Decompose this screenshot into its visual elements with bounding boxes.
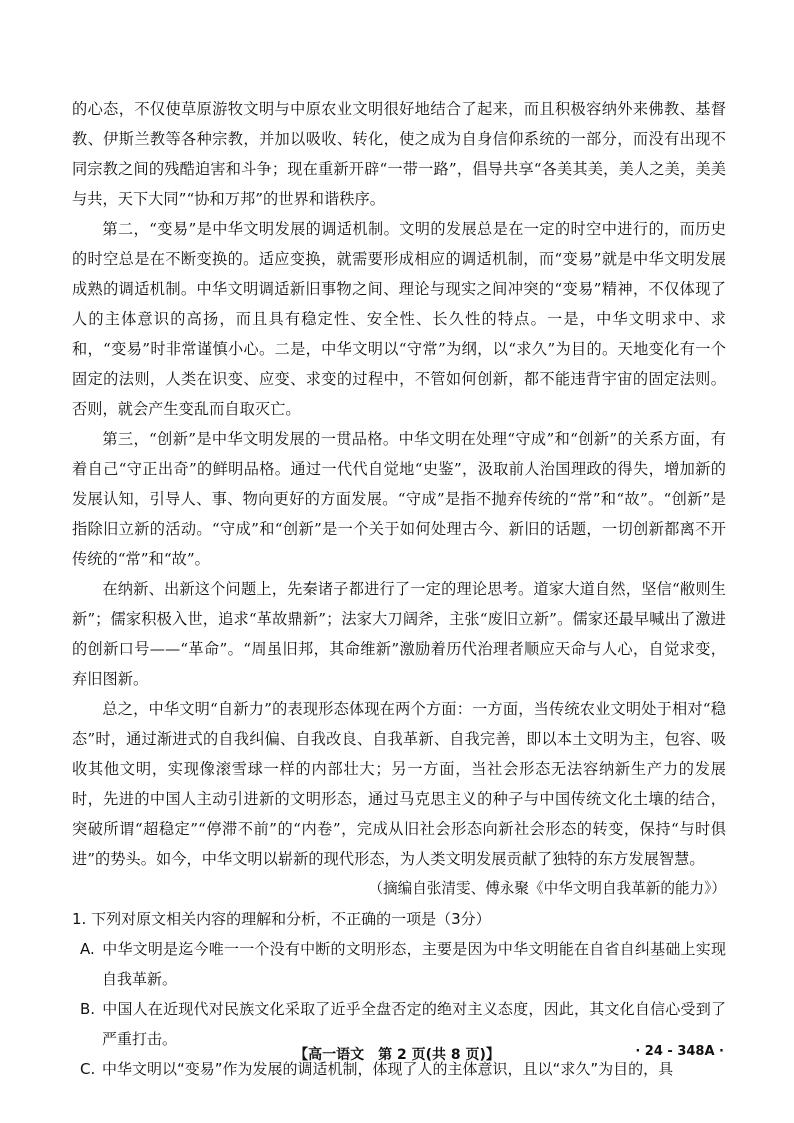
document-page	[72, 94, 726, 1084]
option-letter: B.	[80, 1000, 96, 1018]
passage-source: （摘编自张清雯、傅永聚《中华文明自我革新的能力》）	[368, 880, 726, 897]
option-text: 中华文明以“变易”作为发展的调适机制，体现了人的主体意识，且以“求久”为目的，具	[102, 1060, 674, 1078]
passage-paragraph-1: 的心态，不仅使草原游牧文明与中原农业文明很好地结合了起来，而且积极容纳外来佛教、基督教、伊斯兰教等各种宗教，并加以吸收、转化，使之成为自身信仰系统的一部分，而没有出现不同宗教之间的残酷迫害和斗争；现在重新开辟“一带一路”，倡导共享“各美其美，美人之美，美美与共，天下大同”“协和万邦”的世界和谐秩序。	[72, 100, 726, 208]
passage-paragraph-3: 第三，“创新”是中华文明发展的一贯品格。中华文明在处理“守成”和“创新”的关系方面，有着自己“守正出奇”的鲜明品格。通过一代代自觉地“史鉴”，汲取前人治国理政的得失，增加新的发展认知，引导人、事、物向更好的方面发展。“守成”是指不抛弃传统的“常”和“故”。“创新”是指除旧立新的活动。“守成”和“创新”是一个关于如何处理古今、新旧的话题，一切创新都离不开传统的“常”和“故”。	[72, 430, 726, 568]
option-text: 中国人在近现代对民族文化采取了近乎全盘否定的绝对主义态度，因此，其文化自信心受到了严重打击。	[102, 1000, 726, 1048]
passage-paragraph-5: 总之，中华文明“自新力”的表现形态体现在两个方面：一方面，当传统农业文明处于相对“稳态”时，通过渐进式的自我纠偏、自我改良、自我革新、自我完善，即以本土文明为主，包容、吸收其他文明，实现像滚雪球一样的内部壮大；另一方面，当社会形态无法容纳新生产力的发展时，先进的中国人主动引进新的文明形态，通过马克思主义的种子与中国传统文化土壤的结合，突破所谓“超稳定”“停滞不前”的“内卷”，完成从旧社会形态向新社会形态的转变，保持“与时俱进”的势头。如今，中华文明以崭新的现代形态，为人类文明发展贡献了独特的东方发展智慧。	[72, 700, 726, 868]
passage-paragraph-2: 第二，“变易”是中华文明发展的调适机制。文明的发展总是在一定的时空中进行的，而历史的时空总是在不断变换的。适应变换，就需要形成相应的调适机制，而“变易”就是中华文明发展成熟的调适机制。中华文明调适新旧事物之间、理论与现实之间冲突的“变易”精神，不仅体现了人的主体意识的高扬，而且具有稳定性、安全性、长久性的特点。一是，中华文明求中、求和，“变易”时非常谨慎小心。二是，中华文明以“守常”为纲，以“求久”为目的。天地变化有一个固定的法则，人类在识变、应变、求变的过程中，不管如何创新，都不能违背宇宙的固定法则。否则，就会产生变乱而自取灭亡。	[72, 220, 726, 418]
option-text: 中华文明是迄今唯一一个没有中断的文明形态，主要是因为中华文明能在自省自纠基础上实现自我革新。	[102, 940, 726, 988]
page-number-label: 【高一语文 第 2 页(共 8 页)】	[294, 1047, 500, 1063]
page-footer	[0, 1044, 794, 1068]
option-letter: A.	[80, 940, 95, 958]
question-stem: 1. 下列对原文相关内容的理解和分析，不正确的一项是（3分）	[72, 910, 491, 928]
option-a	[72, 934, 726, 994]
option-letter: C.	[80, 1060, 96, 1078]
exam-code: · 24 - 348A ·	[635, 1044, 724, 1059]
passage-paragraph-4: 在纳新、出新这个问题上，先秦诸子都进行了一定的理论思考。道家大道自然，坚信“敝则生新”；儒家积极入世，追求“革故鼎新”；法家大刀阔斧，主张“废旧立新”。儒家还最早喊出了激进的创新口号——“革命”。“周虽旧邦，其命维新”激励着历代治理者顺应天命与人心，自觉求变，弃旧图新。	[72, 580, 726, 688]
